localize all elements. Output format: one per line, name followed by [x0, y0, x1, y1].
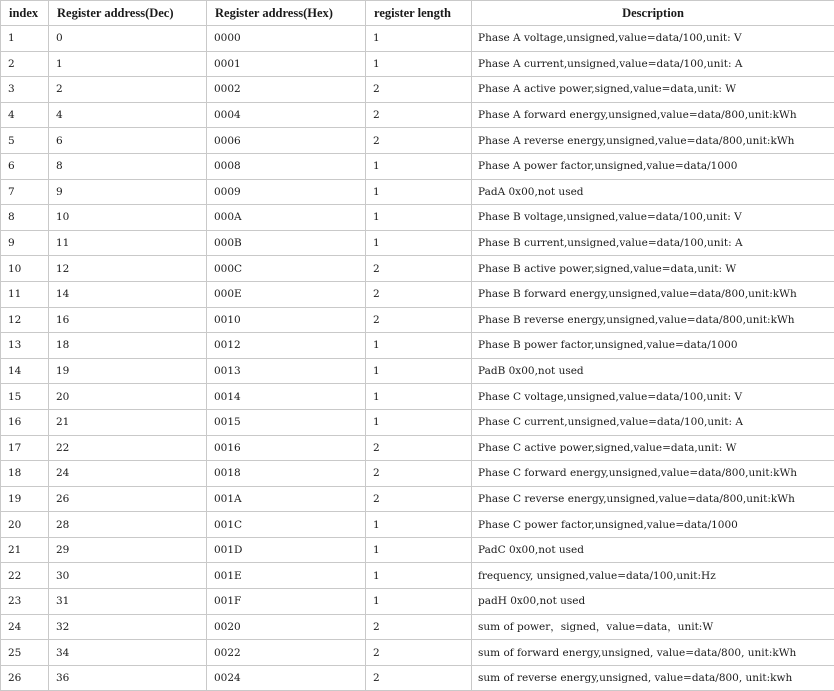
table-row — [1, 665, 834, 691]
cell-register-length: 2 — [366, 665, 472, 691]
cell-register-dec: 6 — [49, 128, 207, 154]
cell-index: 17 — [1, 435, 49, 461]
cell-index: 21 — [1, 537, 49, 563]
cell-register-length: 2 — [366, 486, 472, 512]
cell-register-hex: 0006 — [207, 128, 366, 154]
cell-register-length: 1 — [366, 358, 472, 384]
cell-register-dec: 14 — [49, 281, 207, 307]
cell-index: 4 — [1, 102, 49, 128]
cell-register-length: 1 — [366, 51, 472, 77]
table-row — [1, 51, 834, 77]
cell-register-hex: 000C — [207, 256, 366, 282]
table-row — [1, 26, 834, 52]
cell-description: Phase C voltage,unsigned,value=data/100,unit: V — [472, 384, 834, 410]
header-register-hex: Register address(Hex) — [207, 1, 366, 26]
cell-register-hex: 001D — [207, 537, 366, 563]
cell-register-dec: 8 — [49, 153, 207, 179]
cell-register-dec: 9 — [49, 179, 207, 205]
cell-register-hex: 0022 — [207, 640, 366, 666]
cell-register-dec: 11 — [49, 230, 207, 256]
cell-register-length: 1 — [366, 205, 472, 231]
cell-register-dec: 30 — [49, 563, 207, 589]
cell-description: Phase C reverse energy,unsigned,value=data/800,unit:kWh — [472, 486, 834, 512]
header-register-length: register length — [366, 1, 472, 26]
table-row — [1, 640, 834, 666]
cell-register-length: 2 — [366, 307, 472, 333]
cell-register-hex: 001F — [207, 589, 366, 615]
cell-description: PadC 0x00,not used — [472, 537, 834, 563]
cell-index: 19 — [1, 486, 49, 512]
cell-register-dec: 36 — [49, 665, 207, 691]
cell-register-dec: 21 — [49, 409, 207, 435]
cell-index: 14 — [1, 358, 49, 384]
header-register-dec: Register address(Dec) — [49, 1, 207, 26]
cell-register-length: 1 — [366, 26, 472, 52]
cell-description: Phase B current,unsigned,value=data/100,unit: A — [472, 230, 834, 256]
table-row — [1, 537, 834, 563]
cell-register-length: 1 — [366, 153, 472, 179]
cell-register-dec: 22 — [49, 435, 207, 461]
table-row — [1, 333, 834, 359]
cell-register-dec: 4 — [49, 102, 207, 128]
cell-description: Phase B voltage,unsigned,value=data/100,unit: V — [472, 205, 834, 231]
cell-description: padH 0x00,not used — [472, 589, 834, 615]
table-row — [1, 256, 834, 282]
table-row — [1, 512, 834, 538]
cell-register-length: 1 — [366, 230, 472, 256]
cell-description: Phase A active power,signed,value=data,unit: W — [472, 77, 834, 103]
cell-description: frequency, unsigned,value=data/100,unit:Hz — [472, 563, 834, 589]
cell-register-dec: 12 — [49, 256, 207, 282]
cell-index: 3 — [1, 77, 49, 103]
cell-register-hex: 0012 — [207, 333, 366, 359]
cell-register-dec: 20 — [49, 384, 207, 410]
cell-register-hex: 0020 — [207, 614, 366, 640]
table-row — [1, 230, 834, 256]
cell-register-dec: 19 — [49, 358, 207, 384]
cell-index: 20 — [1, 512, 49, 538]
cell-register-dec: 29 — [49, 537, 207, 563]
table-row — [1, 435, 834, 461]
cell-description: Phase B forward energy,unsigned,value=data/800,unit:kWh — [472, 281, 834, 307]
cell-index: 1 — [1, 26, 49, 52]
cell-description: sum of reverse energy,unsigned, value=data/800, unit:kwh — [472, 665, 834, 691]
cell-description: Phase C forward energy,unsigned,value=data/800,unit:kWh — [472, 461, 834, 487]
cell-index: 2 — [1, 51, 49, 77]
cell-register-hex: 0024 — [207, 665, 366, 691]
cell-register-hex: 0015 — [207, 409, 366, 435]
cell-index: 5 — [1, 128, 49, 154]
cell-index: 26 — [1, 665, 49, 691]
cell-description: PadB 0x00,not used — [472, 358, 834, 384]
cell-description: Phase A power factor,unsigned,value=data/1000 — [472, 153, 834, 179]
cell-register-hex: 001C — [207, 512, 366, 538]
cell-register-dec: 16 — [49, 307, 207, 333]
cell-index: 16 — [1, 409, 49, 435]
cell-register-hex: 0016 — [207, 435, 366, 461]
table-row — [1, 307, 834, 333]
table-row — [1, 486, 834, 512]
cell-description: PadA 0x00,not used — [472, 179, 834, 205]
cell-index: 6 — [1, 153, 49, 179]
cell-register-hex: 0000 — [207, 26, 366, 52]
cell-register-dec: 1 — [49, 51, 207, 77]
table-row — [1, 281, 834, 307]
cell-register-hex: 0009 — [207, 179, 366, 205]
cell-description: sum of power，signed，value=data，unit:W — [472, 614, 834, 640]
cell-register-length: 2 — [366, 640, 472, 666]
cell-description: Phase C active power,signed,value=data,unit: W — [472, 435, 834, 461]
cell-register-dec: 24 — [49, 461, 207, 487]
cell-register-dec: 26 — [49, 486, 207, 512]
cell-register-length: 2 — [366, 256, 472, 282]
table-row — [1, 563, 834, 589]
cell-register-length: 1 — [366, 409, 472, 435]
table-row — [1, 358, 834, 384]
cell-register-length: 1 — [366, 512, 472, 538]
table-row — [1, 77, 834, 103]
cell-description: Phase C current,unsigned,value=data/100,unit: A — [472, 409, 834, 435]
table-row — [1, 128, 834, 154]
table-body — [1, 26, 834, 691]
cell-register-length: 1 — [366, 179, 472, 205]
cell-index: 22 — [1, 563, 49, 589]
cell-description: Phase A current,unsigned,value=data/100,unit: A — [472, 51, 834, 77]
table-row — [1, 205, 834, 231]
table-row — [1, 102, 834, 128]
cell-register-dec: 18 — [49, 333, 207, 359]
cell-register-length: 1 — [366, 384, 472, 410]
cell-description: Phase B reverse energy,unsigned,value=data/800,unit:kWh — [472, 307, 834, 333]
cell-index: 15 — [1, 384, 49, 410]
cell-index: 9 — [1, 230, 49, 256]
cell-register-length: 1 — [366, 333, 472, 359]
cell-description: Phase C power factor,unsigned,value=data/1000 — [472, 512, 834, 538]
table-row — [1, 153, 834, 179]
cell-description: Phase A forward energy,unsigned,value=data/800,unit:kWh — [472, 102, 834, 128]
cell-register-hex: 0013 — [207, 358, 366, 384]
cell-description: Phase A voltage,unsigned,value=data/100,unit: V — [472, 26, 834, 52]
cell-register-dec: 31 — [49, 589, 207, 615]
cell-register-length: 1 — [366, 537, 472, 563]
cell-register-length: 2 — [366, 435, 472, 461]
cell-index: 23 — [1, 589, 49, 615]
header-description: Description — [472, 1, 834, 26]
cell-register-hex: 0002 — [207, 77, 366, 103]
cell-index: 12 — [1, 307, 49, 333]
cell-register-length: 2 — [366, 461, 472, 487]
cell-register-length: 1 — [366, 589, 472, 615]
cell-register-dec: 28 — [49, 512, 207, 538]
cell-register-length: 2 — [366, 614, 472, 640]
cell-register-hex: 000B — [207, 230, 366, 256]
cell-index: 18 — [1, 461, 49, 487]
cell-index: 11 — [1, 281, 49, 307]
cell-register-dec: 34 — [49, 640, 207, 666]
table-row — [1, 384, 834, 410]
table-row — [1, 409, 834, 435]
cell-description: Phase B power factor,unsigned,value=data/1000 — [472, 333, 834, 359]
cell-index: 24 — [1, 614, 49, 640]
cell-index: 8 — [1, 205, 49, 231]
cell-description: sum of forward energy,unsigned, value=data/800, unit:kWh — [472, 640, 834, 666]
table-row — [1, 589, 834, 615]
cell-register-dec: 2 — [49, 77, 207, 103]
cell-index: 25 — [1, 640, 49, 666]
table-row — [1, 461, 834, 487]
cell-description: Phase B active power,signed,value=data,unit: W — [472, 256, 834, 282]
cell-register-hex: 001A — [207, 486, 366, 512]
cell-register-length: 2 — [366, 281, 472, 307]
cell-index: 10 — [1, 256, 49, 282]
cell-register-hex: 0010 — [207, 307, 366, 333]
cell-register-dec: 32 — [49, 614, 207, 640]
cell-register-hex: 0001 — [207, 51, 366, 77]
cell-register-length: 1 — [366, 563, 472, 589]
cell-register-hex: 0018 — [207, 461, 366, 487]
cell-register-hex: 0014 — [207, 384, 366, 410]
cell-register-hex: 000A — [207, 205, 366, 231]
cell-index: 7 — [1, 179, 49, 205]
cell-register-hex: 000E — [207, 281, 366, 307]
cell-register-hex: 0004 — [207, 102, 366, 128]
cell-register-hex: 001E — [207, 563, 366, 589]
cell-register-length: 2 — [366, 77, 472, 103]
cell-register-length: 2 — [366, 128, 472, 154]
cell-index: 13 — [1, 333, 49, 359]
cell-register-dec: 0 — [49, 26, 207, 52]
cell-description: Phase A reverse energy,unsigned,value=data/800,unit:kWh — [472, 128, 834, 154]
cell-register-dec: 10 — [49, 205, 207, 231]
cell-register-length: 2 — [366, 102, 472, 128]
table-header-row — [1, 1, 834, 26]
cell-register-hex: 0008 — [207, 153, 366, 179]
header-index: index — [1, 1, 49, 26]
table-row — [1, 614, 834, 640]
table-row — [1, 179, 834, 205]
